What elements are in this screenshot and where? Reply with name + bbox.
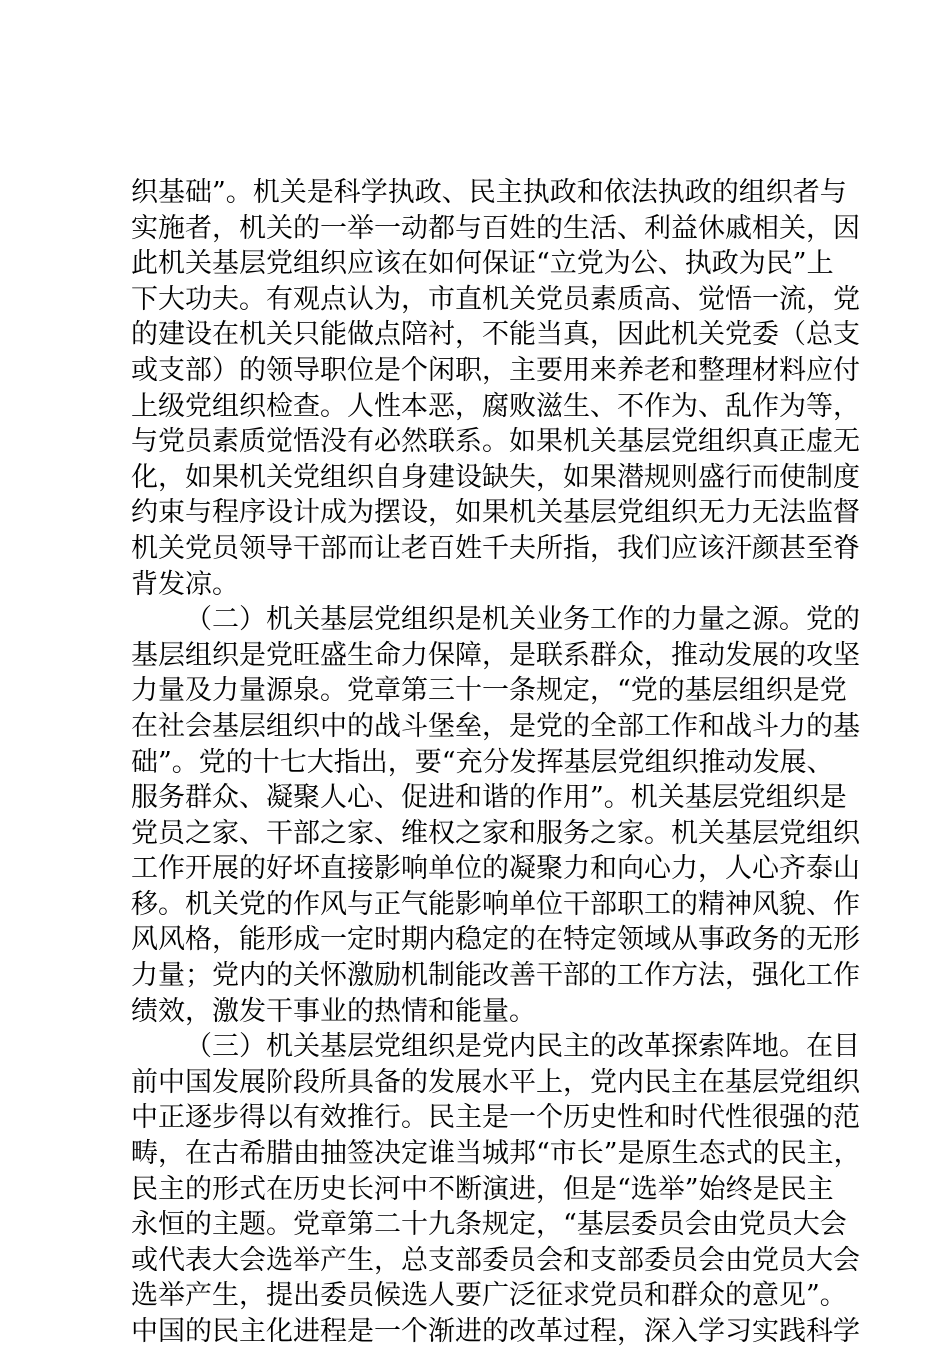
text-line: 化，如果机关党组织自身建设缺失，如果潜规则盛行而使制度: [131, 461, 860, 493]
text-line: 绩效，激发干事业的热情和能量。: [131, 995, 536, 1027]
text-line: 背发凉。: [131, 568, 239, 600]
text-line: 力量；党内的关怀激励机制能改善干部的工作方法，强化工作: [131, 960, 860, 992]
section-heading-line: （三）机关基层党组织是党内民主的改革探索阵地。在目: [185, 1031, 860, 1063]
text-line: 风风格，能形成一定时期内稳定的在特定领域从事政务的无形: [131, 924, 860, 956]
text-line: 前中国发展阶段所具备的发展水平上，党内民主在基层党组织: [131, 1066, 860, 1098]
text-line: 约束与程序设计成为摆设，如果机关基层党组织无力无法监督: [131, 497, 860, 529]
text-line: 下大功夫。有观点认为，市直机关党员素质高、觉悟一流，党: [131, 283, 860, 315]
text-line: 选举产生，提出委员候选人要广泛征求党员和群众的意见”。: [131, 1280, 847, 1312]
text-line: 畴，在古希腊由抽签决定谁当城邦“市长”是原生态式的民主，: [131, 1138, 861, 1170]
text-line: 党员之家、干部之家、维权之家和服务之家。机关基层党组织: [131, 817, 860, 849]
text-line: 础”。党的十七大指出，要“充分发挥基层党组织推动发展、: [131, 746, 834, 778]
text-line: 机关党员领导干部而让老百姓千夫所指，我们应该汗颜甚至脊: [131, 532, 860, 564]
text-line: 工作开展的好坏直接影响单位的凝聚力和向心力，人心齐泰山: [131, 853, 860, 885]
text-line: 移。机关党的作风与正气能影响单位干部职工的精神风貌、作: [131, 888, 860, 920]
text-line: 民主的形式在历史长河中不断演进，但是“选举”始终是民主: [131, 1173, 834, 1205]
section-heading-line: （二）机关基层党组织是机关业务工作的力量之源。党的: [185, 604, 860, 636]
document-body: [131, 175, 861, 1350]
text-line: 中国的民主化进程是一个渐进的改革过程，深入学习实践科学: [131, 1316, 860, 1347]
text-line: 的建设在机关只能做点陪衬，不能当真，因此机关党委（总支: [131, 319, 860, 351]
text-line: 此机关基层党组织应该在如何保证“立党为公、执政为民”上: [131, 248, 834, 280]
text-line: 服务群众、凝聚人心、促进和谐的作用”。机关基层党组织是: [131, 782, 847, 814]
text-line: 在社会基层组织中的战斗堡垒，是党的全部工作和战斗力的基: [131, 710, 860, 742]
text-line: 实施者，机关的一举一动都与百姓的生活、利益休戚相关，因: [131, 212, 860, 244]
text-line: 与党员素质觉悟没有必然联系。如果机关基层党组织真正虚无: [131, 426, 860, 458]
text-line: 力量及力量源泉。党章第三十一条规定，“党的基层组织是党: [131, 675, 847, 707]
text-line: 中正逐步得以有效推行。民主是一个历史性和时代性很强的范: [131, 1102, 860, 1134]
text-line: 或代表大会选举产生，总支部委员会和支部委员会由党员大会: [131, 1244, 860, 1276]
text-line: 基层组织是党旺盛生命力保障，是联系群众，推动发展的攻坚: [131, 639, 860, 671]
text-line: 永恒的主题。党章第二十九条规定，“基层委员会由党员大会: [131, 1209, 847, 1241]
text-line: 织基础”。机关是科学执政、民主执政和依法执政的组织者与: [131, 177, 847, 208]
text-line: 或支部）的领导职位是个闲职，主要用来养老和整理材料应付: [131, 354, 860, 386]
text-line: 上级党组织检查。人性本恶，腐败滋生、不作为、乱作为等，: [131, 390, 860, 422]
